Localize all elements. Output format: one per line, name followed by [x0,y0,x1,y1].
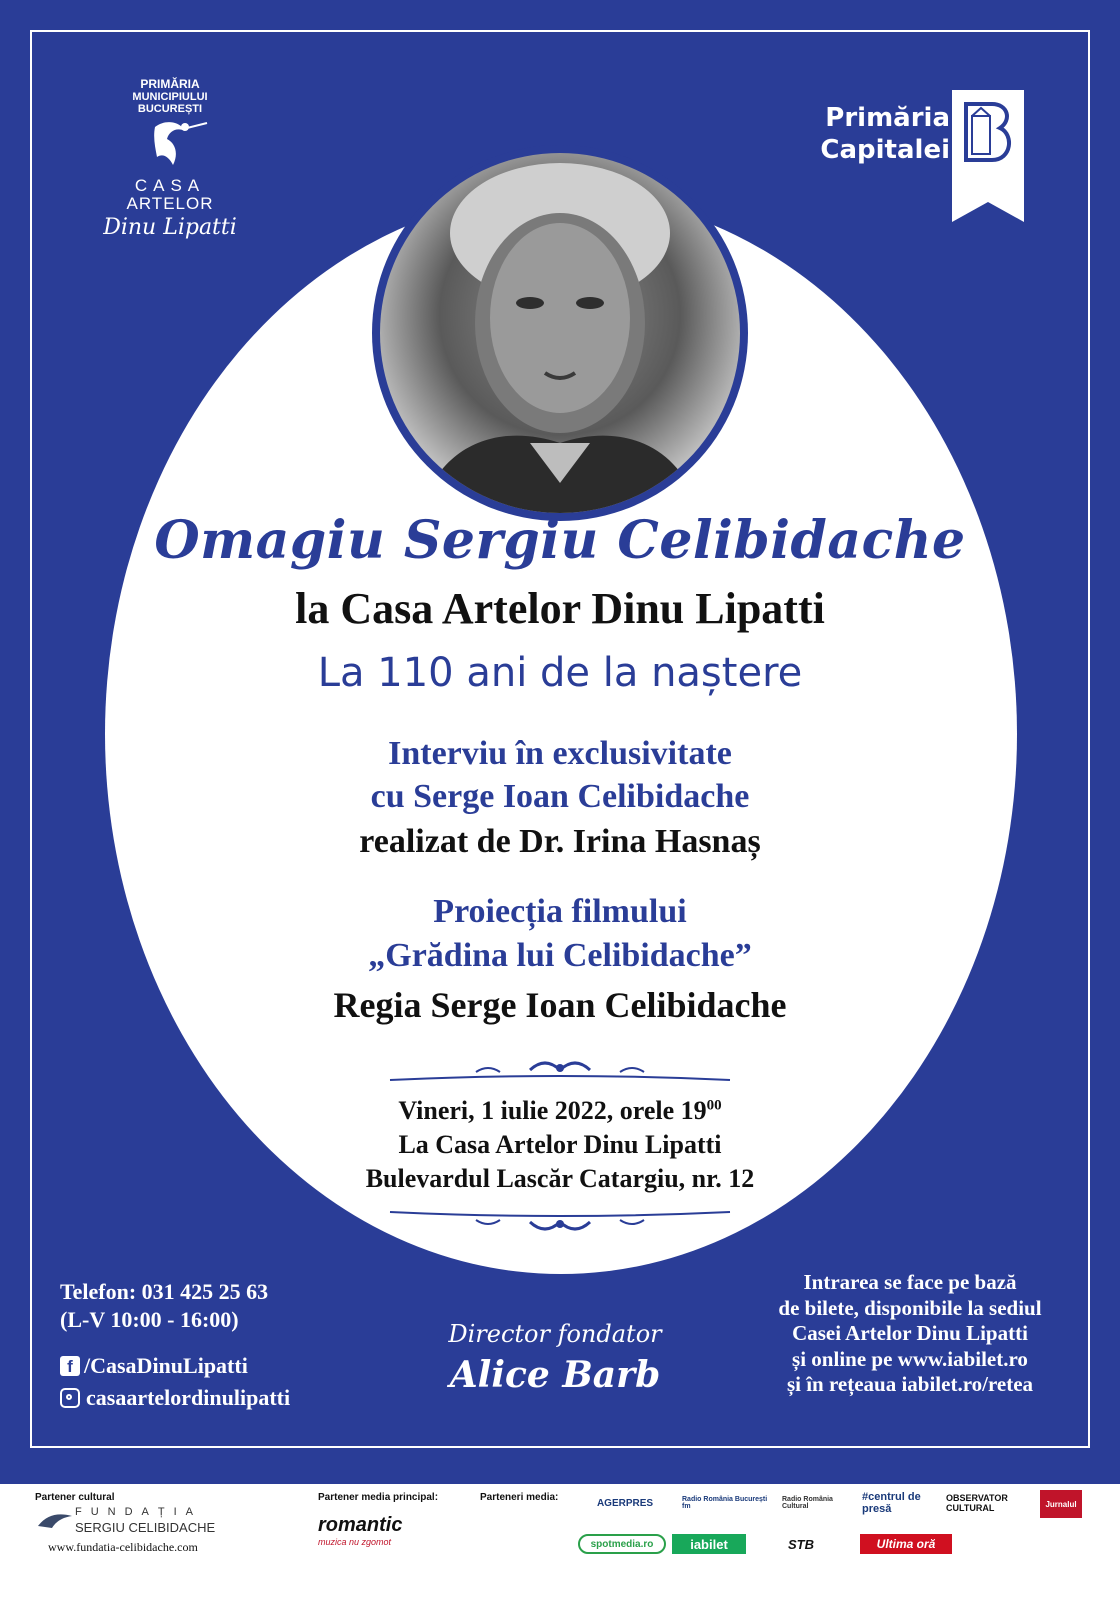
director-block [420,1318,690,1400]
agerpres-logo: AGERPRES [596,1497,654,1509]
portrait-silhouette [380,153,740,513]
instagram-handle: casaartelordinulipatti [86,1385,291,1410]
cultural-partner-label: Partener cultural [35,1492,115,1503]
logo-casa: CASA [134,176,206,195]
facebook-icon: f [60,1356,80,1376]
romantic-tagline: muzica nu zgomot [318,1537,392,1547]
instagram-link[interactable] [60,1384,290,1412]
jurnalul-logo: Jurnalul [1040,1490,1082,1518]
film-line1: Proiecția filmului [433,893,687,930]
tickets-line2: de bilete, disponibile la sediul [778,1295,1042,1320]
spotmedia-logo: spotmedia.ro [578,1534,666,1554]
date-text: Vineri, 1 iulie 2022, orele 19 [398,1096,707,1125]
logo-primaria-line1: PRIMĂRIA [140,77,200,91]
time-superscript: 00 [706,1097,722,1114]
media-partners-label: Parteneri media: [480,1492,559,1503]
romantic-logo [318,1514,402,1547]
logo-primaria-line2: MUNICIPIULUI [132,91,208,103]
ornament-bottom-icon [380,1200,740,1240]
partners-strip [0,1484,1120,1600]
bucharest-b-icon [952,90,1024,222]
tickets-line5: și în rețeaua iabilet.ro/retea [786,1372,1034,1396]
anniversary-line: La 110 ani de la naștere [317,650,803,696]
tickets-line4: și online pe www.iabilet.ro [792,1346,1028,1371]
romantic-name: romantic [318,1514,403,1536]
facebook-link[interactable] [60,1352,290,1380]
tickets-line3: Casei Artelor Dinu Lipatti [792,1321,1028,1345]
logo-primaria-line3: BUCUREȘTI [137,103,203,115]
phone-text: Telefon: 031 425 25 63 [60,1279,269,1304]
interview-line1: Interviu în exclusivitate [388,735,732,772]
contact-block [60,1278,290,1412]
tickets-line1: Intrarea se face pe bază [803,1270,1017,1294]
dancer-icon [125,117,215,177]
capitalei-label: Capitalei [820,135,950,165]
tickets-block [740,1270,1080,1398]
hours-text: (L-V 10:00 - 16:00) [60,1307,239,1332]
portrait-frame [372,145,748,521]
instagram-icon [60,1388,80,1408]
interview-by: realizat de Dr. Irina Hasnaș [359,823,761,860]
place-line: La Casa Artelor Dinu Lipatti [398,1130,722,1159]
iabilet-logo: iabilet [672,1534,746,1554]
casa-artelor-logo [95,78,245,243]
ornament-top-icon [380,1052,740,1092]
director-label: Director fondator [448,1320,662,1348]
film-line2: „Grădina lui Celibidache” [368,937,752,974]
event-title: Omagiu Sergiu Celibidache [154,510,966,571]
date-line [0,1096,1120,1126]
logo-dinu-lipatti: Dinu Lipatti [103,215,237,240]
interview-line2: cu Serge Ioan Celibidache [370,778,750,815]
address-line: Bulevardul Lascăr Catargiu, nr. 12 [365,1164,755,1193]
portrait-photo [380,153,740,513]
radio-cultural-logo: Radio România Cultural [782,1496,833,1510]
logo-artelor: ARTELOR [126,194,214,213]
primaria-label: Primăria [825,103,950,133]
foundation-url[interactable]: www.fundatia-celibidache.com [48,1540,198,1554]
ultima-ora-logo: Ultima oră [860,1534,952,1554]
venue-line: la Casa Artelor Dinu Lipatti [295,584,825,633]
stb-logo: STB [788,1536,814,1552]
foundation-line1: FUNDAȚIA [75,1506,202,1518]
main-media-label: Partener media principal: [318,1492,439,1503]
foundation-bird-icon [36,1508,76,1532]
radio-bucuresti-logo: Radio România București fm [682,1496,768,1510]
facebook-handle: /CasaDinuLipatti [84,1353,248,1378]
observator-cultural-logo: OBSERVATOR CULTURAL [946,1493,1008,1513]
director-name: Alice Barb [449,1354,661,1396]
centrul-de-presa-logo: #centrul de presă [862,1491,921,1515]
film-director: Regia Serge Ioan Celibidache [333,985,787,1025]
foundation-line2: SERGIU CELIBIDACHE [75,1520,216,1535]
